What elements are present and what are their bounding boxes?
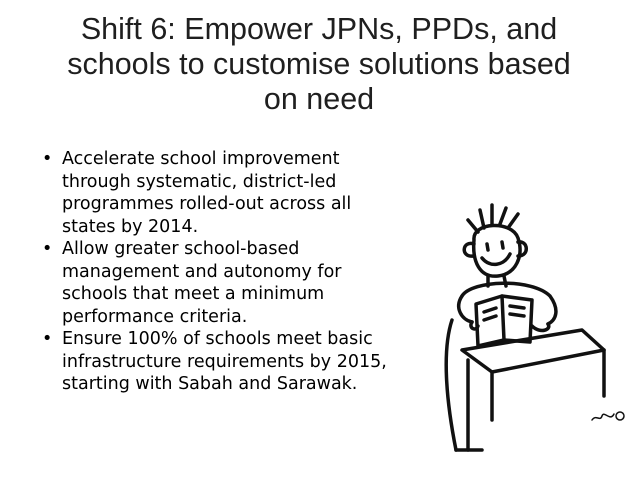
title-line: on need [263, 82, 375, 116]
bullet-line: • Ensure 100% of schools meet basic [62, 329, 373, 349]
bullet-item [40, 238, 460, 328]
bullet-line: management and autonomy for [62, 261, 342, 282]
slide-title [30, 12, 608, 117]
bullet-item [40, 328, 460, 396]
title-line: Shift 6: Empower JPNs, PPDs, and [80, 12, 558, 46]
bullet-line: programmes rolled-out across all [62, 194, 352, 214]
child-reading-book-icon [432, 200, 632, 470]
bullet-list [40, 148, 460, 396]
bullet-line: • Allow greater school-based [62, 239, 300, 259]
bullet-line: starting with Sabah and Sarawak. [62, 374, 358, 394]
bullet-item [40, 148, 460, 238]
bullet-line: states by 2014. [62, 216, 199, 237]
bullet-line: infrastructure requirements by 2015, [62, 351, 387, 372]
bullet-line: through systematic, district-led [62, 171, 337, 192]
title-line: schools to customise solutions based [67, 47, 571, 81]
bullet-line: • Accelerate school improvement [62, 149, 340, 169]
bullet-line: performance criteria. [62, 306, 248, 327]
bullet-line: schools that meet a minimum [62, 284, 325, 304]
